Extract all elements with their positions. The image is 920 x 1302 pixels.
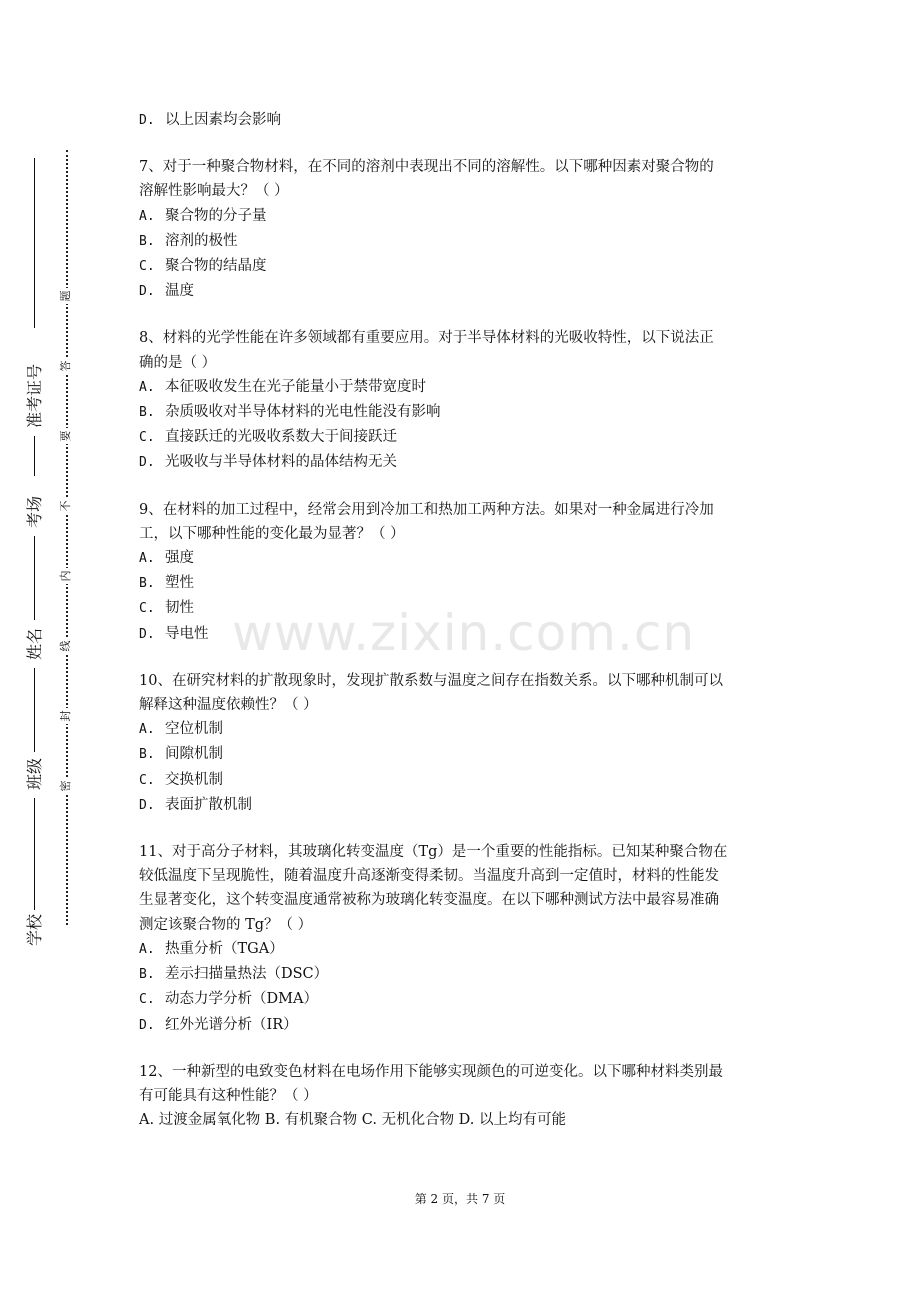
option-line	[139, 375, 799, 400]
option-letter: D.	[139, 113, 155, 128]
question-7	[139, 155, 799, 304]
option-text: 温度	[165, 283, 194, 300]
question-stem-line: 测定该聚合物的 Tg？（ ）	[139, 916, 313, 933]
seal-dotted-line	[66, 150, 68, 925]
question-stem-line: 生显著变化，这个转变温度通常被称为玻璃化转变温度。在以下哪种测试方法中最容易准确	[139, 892, 719, 909]
binding-line	[34, 158, 35, 328]
option-line	[139, 254, 799, 279]
option-letter: D.	[139, 284, 155, 300]
option-line	[139, 1013, 799, 1038]
option-letter: B.	[139, 405, 155, 421]
option-letter: A.	[139, 208, 155, 224]
option-line	[139, 204, 799, 229]
option-line	[139, 425, 799, 450]
option-text: 以上因素均会影响	[165, 112, 281, 128]
binding-label-exam-number: 准考证号	[25, 363, 44, 428]
option-text: 空位机制	[165, 721, 223, 738]
question-stem-line: 8、材料的光学性能在许多领域都有重要应用。对于半导体材料的光吸收特性，以下说法正	[139, 330, 714, 347]
binding-line	[34, 536, 35, 620]
option-line	[139, 987, 799, 1012]
option-letter: C.	[139, 601, 155, 617]
question-stem-line: 10、在研究材料的扩散现象时，发现扩散系数与温度之间存在指数关系。以下哪种机制可以	[139, 672, 723, 689]
options-inline: A. 过渡金属氧化物 B. 有机聚合物 C. 无机化合物 D. 以上均有可能	[139, 1112, 567, 1129]
binding-label-name: 姓名	[25, 627, 44, 660]
option-text: 红外光谱分析（IR）	[165, 1016, 298, 1033]
option-text: 表面扩散机制	[165, 796, 252, 813]
seal-char: 不	[58, 498, 74, 514]
option-letter: C.	[139, 772, 155, 788]
option-text: 溶剂的极性	[165, 232, 238, 249]
option-text: 聚合物的结晶度	[165, 258, 267, 275]
binding-line	[34, 436, 35, 476]
option-line	[139, 596, 799, 621]
option-text: 交换机制	[165, 771, 223, 788]
option-letter: D.	[139, 1017, 155, 1033]
option-letter: D.	[139, 797, 155, 813]
binding-label-school: 学校	[25, 913, 44, 946]
option-line	[139, 229, 799, 254]
binding-margin	[0, 0, 100, 1302]
option-line	[139, 937, 799, 962]
seal-char: 内	[58, 568, 74, 584]
option-text: 间隙机制	[165, 746, 223, 763]
binding-line	[34, 798, 35, 910]
question-list	[139, 108, 799, 1132]
option-letter: C.	[139, 430, 155, 446]
seal-char: 答	[58, 358, 74, 374]
question-8	[139, 326, 799, 475]
option-text: 聚合物的分子量	[165, 207, 267, 224]
option-letter: B.	[139, 747, 155, 763]
option-letter: B.	[139, 967, 155, 983]
question-stem-line: 溶解性影响最大？（ ）	[139, 183, 289, 200]
option-letter: B.	[139, 233, 155, 249]
question-stem-line: 有可能具有这种性能？（ ）	[139, 1087, 318, 1104]
option-text: 韧性	[165, 600, 194, 617]
question-stem-line: 12、一种新型的电致变色材料在电场作用下能够实现颜色的可逆变化。以下哪种材料类别最	[139, 1063, 723, 1080]
question-stem-line: 7、对于一种聚合物材料，在不同的溶剂中表现出不同的溶解性。以下哪种因素对聚合物的	[139, 159, 714, 176]
question-9	[139, 498, 799, 647]
option-text: 塑性	[165, 575, 194, 592]
binding-line	[34, 668, 35, 752]
option-text: 直接跃迁的光吸收系数大于间接跃迁	[165, 429, 397, 446]
option-letter: B.	[139, 576, 155, 592]
option-text: 本征吸收发生在光子能量小于禁带宽度时	[165, 378, 426, 395]
option-line	[139, 962, 799, 987]
option-line	[139, 622, 799, 647]
option-letter: A.	[139, 379, 155, 395]
seal-char: 封	[58, 708, 74, 724]
option-line	[139, 717, 799, 742]
option-line	[139, 768, 799, 793]
option-letter: D.	[139, 455, 155, 471]
page-footer: 第 2 页，共 7 页	[414, 1192, 506, 1206]
binding-label-exam-room: 考场	[25, 495, 44, 528]
option-text: 热重分析（TGA）	[165, 940, 284, 957]
option-text: 动态力学分析（DMA）	[165, 991, 318, 1008]
seal-char: 题	[58, 288, 74, 304]
option-line	[139, 546, 799, 571]
seal-char: 密	[58, 778, 74, 794]
question-11	[139, 840, 799, 1038]
option-letter: D.	[139, 626, 155, 642]
question-10	[139, 669, 799, 818]
question-stem-line: 9、在材料的加工过程中，经常会用到冷加工和热加工两种方法。如果对一种金属进行冷加	[139, 501, 714, 518]
option-line	[139, 400, 799, 425]
seal-char: 线	[58, 638, 74, 654]
question-stem-line: 11、对于高分子材料，其玻璃化转变温度（Tg）是一个重要的性能指标。已知某种聚合物在	[139, 844, 728, 861]
option-line	[139, 742, 799, 767]
option-letter: C.	[139, 259, 155, 275]
question-stem-line: 确的是（ ）	[139, 354, 217, 371]
option-letter: A.	[139, 551, 155, 567]
binding-label-class: 班级	[25, 757, 44, 790]
option-text: 杂质吸收对半导体材料的光电性能没有影响	[165, 404, 441, 421]
option-text: 导电性	[165, 625, 209, 642]
option-letter: C.	[139, 992, 155, 1008]
option-letter: A.	[139, 722, 155, 738]
option-line	[139, 793, 799, 818]
option-line	[139, 571, 799, 596]
seal-char: 要	[58, 428, 74, 444]
option-text: 差示扫描量热法（DSC）	[165, 966, 329, 983]
question-stem-line: 解释这种温度依赖性？（ ）	[139, 697, 318, 714]
option-line	[139, 450, 799, 475]
question-12	[139, 1060, 799, 1133]
option-text: 光吸收与半导体材料的晶体结构无关	[165, 454, 397, 471]
option-text: 强度	[165, 550, 194, 567]
option-line	[139, 108, 799, 133]
option-letter: A.	[139, 941, 155, 957]
option-line	[139, 279, 799, 304]
watermark: www.zixin.com.cn	[232, 604, 696, 662]
question-stem-line: 工，以下哪种性能的变化最为显著？（ ）	[139, 525, 405, 542]
question-stem-line: 较低温度下呈现脆性，随着温度升高逐渐变得柔韧。当温度升高到一定值时，材料的性能发	[139, 868, 719, 885]
